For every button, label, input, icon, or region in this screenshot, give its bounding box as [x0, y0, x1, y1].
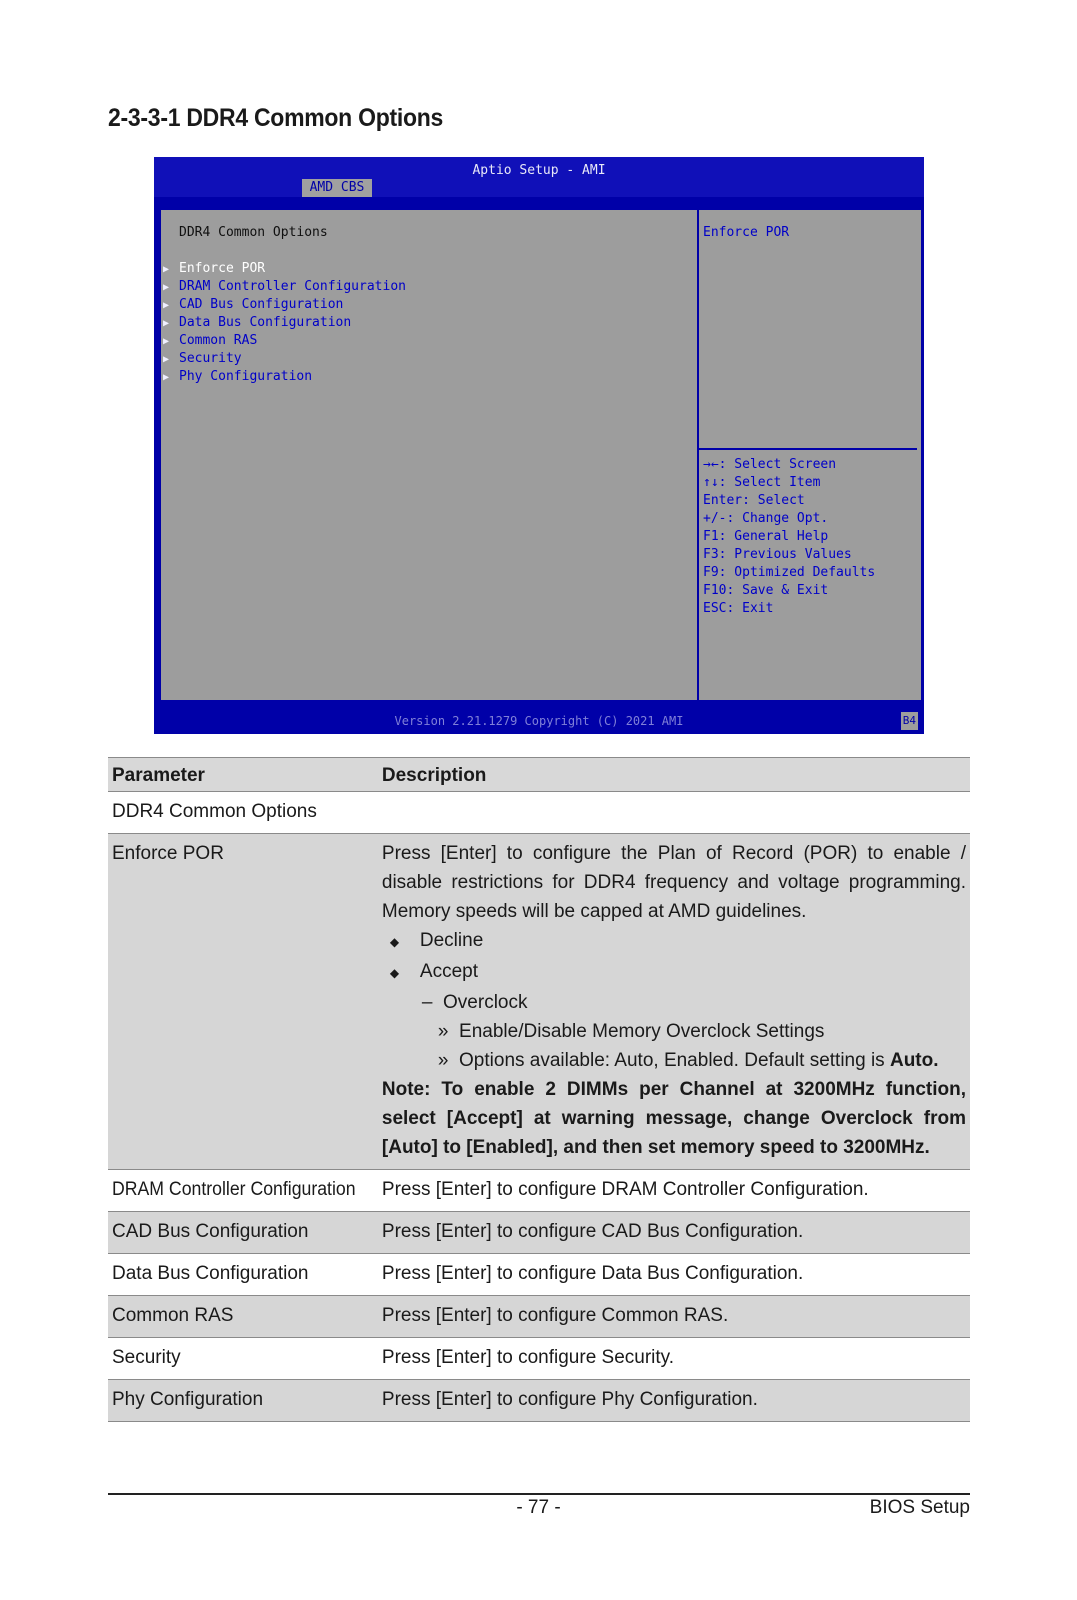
parameter-table	[108, 757, 970, 1422]
bios-menu-item-cad-bus[interactable]: ▶ CAD Bus Configuration	[163, 296, 406, 314]
param-cell: Security	[108, 1338, 378, 1380]
submenu-arrow-icon: ▶	[163, 336, 170, 347]
page-number: - 77 -	[516, 1497, 561, 1518]
bios-window-title: Aptio Setup - AMI	[472, 163, 606, 178]
raquo-bullet-icon: »	[437, 1021, 449, 1042]
table-row	[108, 1338, 970, 1380]
table-row	[108, 1296, 970, 1338]
table-row	[108, 792, 970, 834]
bios-version-footer: Version 2.21.1279 Copyright (C) 2021 AMI	[394, 714, 684, 728]
key-legend-item: F1: General Help	[703, 529, 829, 544]
bios-help-panel	[699, 208, 923, 702]
option-item: ◆ Accept	[382, 957, 966, 988]
sub-sub-option-item: » Enable/Disable Memory Overclock Settings	[437, 1021, 825, 1042]
option-item: ◆ Decline	[382, 926, 966, 957]
param-cell: CAD Bus Configuration	[108, 1212, 378, 1254]
desc-cell: Press [Enter] to configure CAD Bus Configuration.	[378, 1212, 970, 1254]
bios-menu-item-dram-controller[interactable]: ▶ DRAM Controller Configuration	[163, 278, 406, 296]
submenu-arrow-icon: ▶	[163, 318, 170, 329]
footer-rule	[108, 1493, 970, 1495]
bios-help-text: Enforce POR	[703, 225, 790, 240]
enforce-note: Note: To enable 2 DIMMs per Channel at 3200MHz function, select [Accept] at warning message, change Overclock from [Auto] to [Enabled], and then set memory speed to 3200MHz.	[381, 1079, 966, 1158]
bios-screenshot	[154, 157, 924, 734]
bios-top-bar	[154, 157, 924, 197]
submenu-arrow-icon: ▶	[163, 264, 170, 275]
key-legend-item: F3: Previous Values	[703, 547, 852, 562]
desc-cell	[378, 834, 970, 1170]
column-header-description: Description	[378, 758, 970, 792]
column-header-parameter: Parameter	[108, 758, 378, 792]
table-row	[108, 1380, 970, 1422]
bios-badge: B4	[901, 712, 918, 730]
desc-cell: Press [Enter] to configure Phy Configuration.	[378, 1380, 970, 1422]
bios-menu-panel	[159, 208, 699, 702]
section-title: 2-3-3-1 DDR4 Common Options	[108, 104, 444, 132]
table-header-row	[108, 758, 970, 792]
key-legend-item: +/-: Change Opt.	[703, 511, 829, 526]
desc-cell: Press [Enter] to configure Data Bus Configuration.	[378, 1254, 970, 1296]
dash-bullet-icon: –	[421, 992, 433, 1013]
param-cell: DRAM Controller Configuration	[108, 1170, 378, 1212]
bios-menu-item-phy[interactable]: ▶ Phy Configuration	[163, 368, 406, 386]
table-row-enforce-por	[108, 834, 970, 1170]
submenu-arrow-icon: ▶	[163, 354, 170, 365]
bios-menu-list	[163, 260, 406, 386]
bios-body	[158, 207, 924, 703]
param-cell: Common RAS	[108, 1296, 378, 1338]
bios-menu-item-common-ras[interactable]: ▶ Common RAS	[163, 332, 406, 350]
table-row	[108, 1212, 970, 1254]
desc-cell: Press [Enter] to configure Common RAS.	[378, 1296, 970, 1338]
bios-menu-item-data-bus[interactable]: ▶ Data Bus Configuration	[163, 314, 406, 332]
bios-menu-heading: DDR4 Common Options	[179, 225, 328, 240]
table-row	[108, 1170, 970, 1212]
bios-key-legend	[703, 456, 875, 618]
key-legend-item: →←: Select Screen	[703, 457, 837, 472]
param-cell: Data Bus Configuration	[108, 1254, 378, 1296]
submenu-arrow-icon: ▶	[163, 372, 170, 383]
diamond-bullet-icon: ◆	[389, 935, 400, 949]
key-legend-item: Enter: Select	[703, 493, 805, 508]
key-legend-item: F10: Save & Exit	[703, 583, 829, 598]
diamond-bullet-icon: ◆	[389, 966, 400, 980]
key-legend-item: ↑↓: Select Item	[703, 475, 821, 490]
submenu-arrow-icon: ▶	[163, 300, 170, 311]
desc-cell: Press [Enter] to configure Security.	[378, 1338, 970, 1380]
sub-sub-option-item: » Options available: Auto, Enabled. Default setting is Auto.	[437, 1050, 939, 1071]
key-legend-item: F9: Optimized Defaults	[703, 565, 876, 580]
bios-menu-item-enforce-por[interactable]: ▶ Enforce POR	[163, 260, 406, 278]
desc-cell: Press [Enter] to configure DRAM Controller Configuration.	[378, 1170, 970, 1212]
table-cell	[378, 792, 970, 834]
param-cell: Phy Configuration	[108, 1380, 378, 1422]
bios-menu-item-security[interactable]: ▶ Security	[163, 350, 406, 368]
enforce-intro: Press [Enter] to configure the Plan of Record (POR) to enable / disable restrictions for DDR4 frequency and voltage programming. Memory speeds will be capped at AMD guidelines.	[381, 843, 966, 922]
sub-option-item: – Overclock	[421, 992, 528, 1013]
key-legend-item: ESC: Exit	[703, 601, 774, 616]
raquo-bullet-icon: »	[437, 1050, 449, 1071]
table-row	[108, 1254, 970, 1296]
footer-label: BIOS Setup	[869, 1497, 970, 1518]
param-cell: Enforce POR	[108, 834, 378, 1170]
bios-tab-amd-cbs[interactable]: AMD CBS	[302, 179, 372, 197]
group-label: DDR4 Common Options	[108, 792, 378, 834]
help-divider	[699, 448, 917, 450]
submenu-arrow-icon: ▶	[163, 282, 170, 293]
